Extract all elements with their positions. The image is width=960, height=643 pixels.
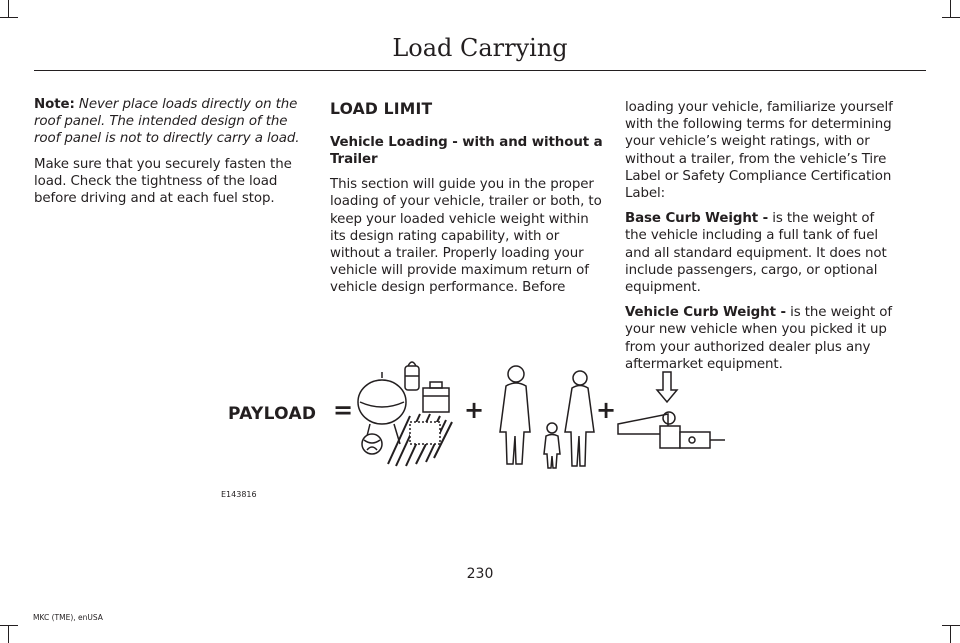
trailer-hitch-icon [618, 372, 725, 448]
definition-base-curb-weight: is the weight of the vehicle including a full tank of fuel and all standard equipment. It does not include passengers, cargo, or optional equipment. [625, 211, 887, 296]
term-vehicle-curb-weight: Vehicle Curb Weight - [625, 305, 786, 321]
crop-mark [942, 625, 960, 626]
fasten-paragraph: Make sure that you securely fasten the load. Check the tightness of the load before driving and at each fuel stop. [34, 156, 292, 207]
crop-mark [8, 0, 9, 18]
note-label: Note: [34, 97, 75, 112]
crop-mark [8, 625, 9, 643]
definition-vehicle-curb-weight: is the weight of your new vehicle when you picked it up from your authorized dealer plus any aftermarket equipment. [625, 305, 892, 372]
page-title: Load Carrying [392, 34, 568, 62]
cargo-icon [358, 362, 452, 466]
payload-illustration [220, 352, 730, 482]
equals-sign: = [333, 396, 354, 424]
note-paragraph [34, 96, 309, 148]
header-rule [34, 70, 926, 71]
footer-doc-id: MKC (TME), enUSA [33, 613, 103, 622]
plus-sign-2: + [596, 396, 617, 424]
column-1 [34, 96, 309, 215]
crop-mark [942, 17, 960, 18]
crop-mark [0, 625, 18, 626]
image-code: E143816 [221, 490, 257, 499]
term-base-curb-weight: Base Curb Weight - [625, 211, 769, 227]
column-2 [330, 101, 604, 305]
note-text: Never place loads directly on the roof panel. The intended design of the roof panel is not to directly carry a load. [34, 97, 300, 147]
base-curb-weight-paragraph [625, 210, 897, 296]
crop-mark [950, 0, 951, 18]
loading-paragraph: This section will guide you in the proper loading of your vehicle, trailer or both, to keep your loaded vehicle weight within its design rating capability, with or without a trailer. Properly loading your vehicle will provide maximum return of vehicle design performance. Before [330, 177, 602, 296]
terms-paragraph: loading your vehicle, familiarize yourself with the following terms for determining your vehicle’s weight ratings, with or without a trailer, from the vehicle’s Tire Label or Safety Compliance Certification Label: [625, 100, 893, 202]
column-3 [625, 99, 897, 381]
section-heading: LOAD LIMIT [330, 100, 433, 118]
document-footer [33, 613, 103, 623]
plus-sign-1: + [464, 396, 485, 424]
subsection-heading: Vehicle Loading - with and without a Trailer [330, 135, 603, 168]
payload-label: PAYLOAD [228, 404, 317, 424]
crop-mark [0, 17, 18, 18]
page-number: 230 [466, 566, 494, 582]
crop-mark [950, 625, 951, 643]
passengers-icon [500, 366, 594, 468]
